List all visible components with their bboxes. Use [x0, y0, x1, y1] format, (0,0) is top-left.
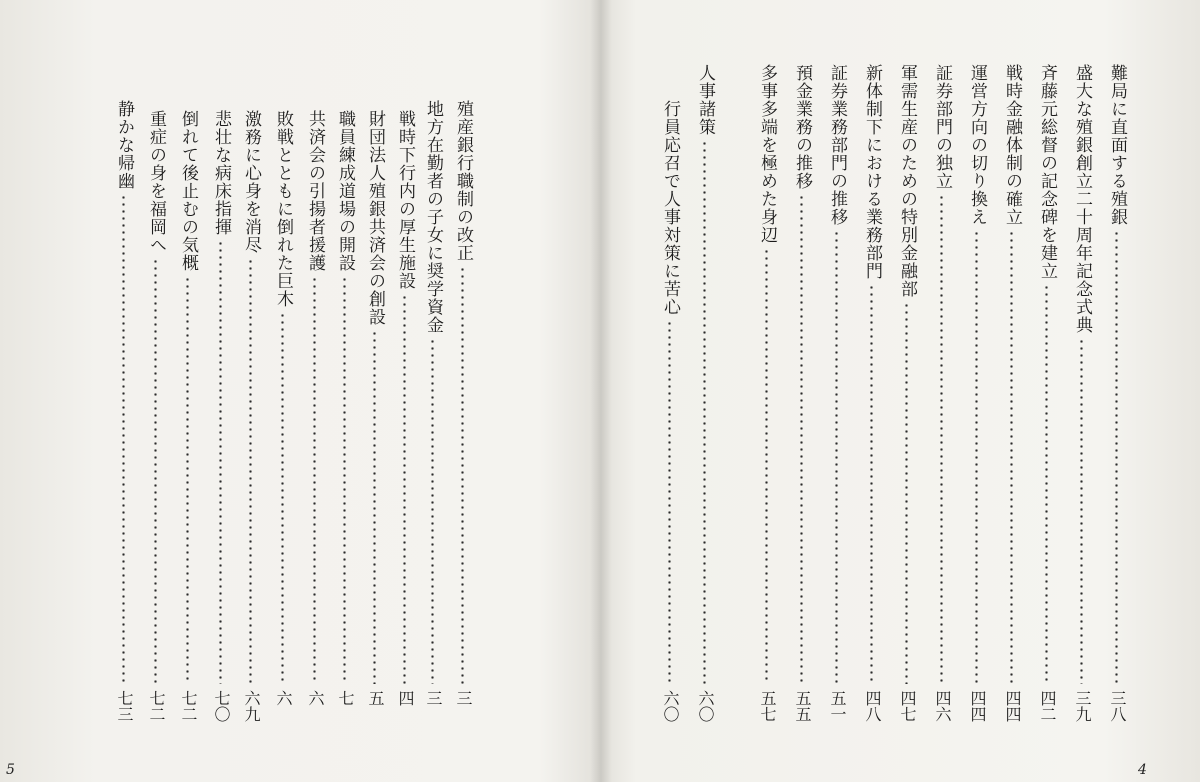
toc-entry-title: 殖産銀行職制の改正: [453, 100, 473, 262]
toc-leader-dots: [1115, 230, 1118, 684]
toc-entry-page-number: 七〇: [212, 690, 231, 722]
toc-entry-page-number: 四四: [1003, 690, 1022, 722]
toc-entry-title: 運営方向の切り換え: [967, 64, 987, 226]
toc-entry-page-number: 四七: [898, 690, 917, 722]
toc-entry: [929, 0, 955, 782]
toc-leader-dots: [403, 294, 406, 684]
toc-entry-title: 悲壮な病床指揮: [211, 110, 231, 236]
toc-leader-dots: [461, 266, 464, 684]
toc-entry: [175, 0, 201, 782]
toc-entry-title: 激務に心身を消尽: [241, 110, 261, 254]
toc-leader-dots: [281, 312, 284, 684]
toc-entry: [332, 0, 358, 782]
toc-entry-page-number: 四八: [863, 690, 882, 722]
toc-leader-dots: [122, 194, 125, 684]
toc-entry-title: 戦時金融体制の確立: [1002, 64, 1022, 226]
toc-entry-title: 人事諸策: [695, 64, 715, 136]
toc-entry-page-number: 三八: [1108, 690, 1127, 722]
toc-entry-page-number: 四四: [968, 690, 987, 722]
toc-leader-dots: [343, 276, 346, 684]
toc-entry-title: 盛大な殖銀創立二十周年記念式典: [1072, 64, 1092, 334]
toc-entry: [392, 0, 418, 782]
toc-entry: [964, 0, 990, 782]
toc-entry: [894, 0, 920, 782]
toc-entry-title: 静かな帰幽: [114, 100, 134, 190]
toc-entry: [420, 0, 446, 782]
toc-entry-page-number: 六九: [242, 690, 261, 722]
toc-entry-page-number: 六〇: [661, 690, 680, 722]
toc-leader-dots: [431, 338, 434, 684]
toc-entry-page-number: 六〇: [696, 690, 715, 722]
toc-entry: [270, 0, 296, 782]
toc-entry-page-number: 四六: [933, 690, 952, 722]
toc-entry: [692, 0, 718, 782]
toc-entry-title: 難局に直面する殖銀: [1107, 64, 1127, 226]
toc-entry: [754, 0, 780, 782]
toc-entry: [362, 0, 388, 782]
toc-entry-page-number: 五七: [758, 690, 777, 722]
toc-entry: [111, 0, 137, 782]
toc-entry-title: 証券業務部門の推移: [827, 64, 847, 226]
toc-leader-dots: [249, 258, 252, 684]
toc-entry-title: 新体制下における業務部門: [862, 64, 882, 280]
toc-leader-dots: [835, 230, 838, 684]
toc-entry: [657, 0, 683, 782]
toc-entry-title: 職員練成道場の開設: [335, 110, 355, 272]
toc-entry-title: 倒れて後止むの気概: [178, 110, 198, 272]
toc-entry-page-number: 三: [454, 690, 473, 706]
toc-leader-dots: [940, 194, 943, 684]
toc-entry: [1069, 0, 1095, 782]
toc-leader-dots: [219, 240, 222, 684]
toc-entry-page-number: 五: [366, 690, 385, 706]
toc-entry-page-number: 七: [336, 690, 355, 706]
toc-entry-title: 財団法人殖銀共済会の創設: [365, 110, 385, 326]
toc-entry: [450, 0, 476, 782]
toc-leader-dots: [186, 276, 189, 684]
toc-leader-dots: [154, 258, 157, 684]
toc-leader-dots: [1010, 230, 1013, 684]
toc-leader-dots: [905, 302, 908, 684]
toc-leader-dots: [373, 330, 376, 684]
toc-entry-title: 行員応召で人事対策に苦心: [660, 100, 680, 316]
toc-entry: [824, 0, 850, 782]
toc-entry-page-number: 五五: [793, 690, 812, 722]
toc-leader-dots: [1045, 284, 1048, 684]
toc-leader-dots: [800, 194, 803, 684]
toc-entry-title: 戦時下行内の厚生施設: [395, 110, 415, 290]
toc-entry-title: 証券部門の独立: [932, 64, 952, 190]
toc-entry-page-number: 三: [424, 690, 443, 706]
toc-entry-page-number: 七三: [115, 690, 134, 722]
toc-entry-page-number: 四二: [1038, 690, 1057, 722]
toc-entry: [999, 0, 1025, 782]
toc-leader-dots: [975, 230, 978, 684]
toc-entry-title: 重症の身を福岡へ: [146, 110, 166, 254]
toc-entry: [859, 0, 885, 782]
toc-entry: [789, 0, 815, 782]
page-number-left: 5: [6, 762, 15, 778]
toc-entry: [1034, 0, 1060, 782]
toc-entry: [143, 0, 169, 782]
toc-entry-page-number: 四: [396, 690, 415, 706]
toc-entry: [302, 0, 328, 782]
toc-entry-title: 預金業務の推移: [792, 64, 812, 190]
toc-entry: [1104, 0, 1130, 782]
toc-leader-dots: [313, 276, 316, 684]
toc-entry: [238, 0, 264, 782]
toc-entry-page-number: 三九: [1073, 690, 1092, 722]
right-page-toc: [604, 0, 1200, 782]
left-page-toc: [0, 0, 596, 782]
toc-leader-dots: [870, 284, 873, 684]
toc-entry-title: 斉藤元総督の記念碑を建立: [1037, 64, 1057, 280]
toc-leader-dots: [703, 140, 706, 684]
toc-entry-title: 敗戦とともに倒れた巨木: [273, 110, 293, 308]
toc-entry-title: 共済会の引揚者援護: [305, 110, 325, 272]
toc-leader-dots: [765, 248, 768, 684]
toc-leader-dots: [1080, 338, 1083, 684]
toc-leader-dots: [668, 320, 671, 684]
toc-entry-title: 地方在勤者の子女に奨学資金: [423, 100, 443, 334]
toc-entry-title: 多事多端を極めた身辺: [757, 64, 777, 244]
toc-entry-page-number: 七二: [147, 690, 166, 722]
toc-entry-title: 軍需生産のための特別金融部: [897, 64, 917, 298]
toc-entry-page-number: 五一: [828, 690, 847, 722]
toc-entry-page-number: 六: [306, 690, 325, 706]
toc-entry-page-number: 七二: [179, 690, 198, 722]
page-number-right: 4: [1138, 762, 1147, 778]
toc-entry-page-number: 六: [274, 690, 293, 706]
toc-entry: [208, 0, 234, 782]
